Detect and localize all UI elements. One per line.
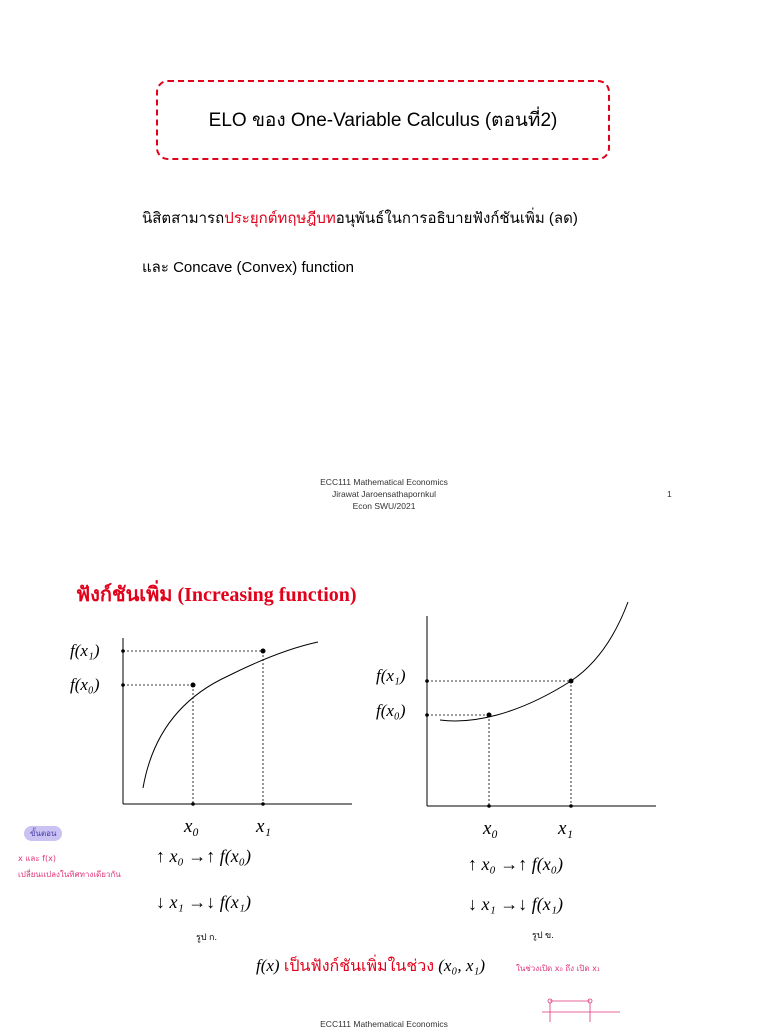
handwritten-tag: ขั้นตอน [24,826,62,841]
left-xlabel-x0: x₀ [184,816,200,837]
right-tick-fx1 [425,679,429,683]
objective-text-pre: นิสิตสามารถ [142,210,225,227]
slide-footer [0,476,768,512]
right-ylabel-fx0: f(x₀) [376,701,406,720]
left-ylabel-fx1: f(x₁) [70,641,100,660]
left-ylabel-fx0: f(x₀) [70,675,100,694]
right-ylabel-fx1: f(x₁) [376,666,406,685]
slide-title-box [156,80,610,160]
left-tick-x1 [261,802,265,806]
left-graph [60,618,360,848]
bottom-fx: f(x) [256,956,280,975]
right-xlabel-x1: x₁ [558,818,574,839]
bottom-interval: (x₀, x₁) [438,956,485,975]
handwritten-note-right: ในช่วงเปิด x₀ ถึง เปิด x₁ [516,964,601,973]
right-curve [440,602,628,721]
right-caption: รูป ข. [532,930,554,940]
slide-2-title: ฟังก์ชันเพิ่ม (Increasing function) [76,584,357,606]
right-xlabel-x0: x₀ [483,818,499,839]
right-tick-fx0 [425,713,429,717]
objective-text-post: อนุพันธ์ในการอธิบายฟังก์ชันเพิ่ม (ลด) [335,210,578,227]
handwritten-note-2: เปลี่ยนแปลงในทิศทางเดียวกัน [18,870,121,879]
footer-course: ECC111 Mathematical Economics [320,477,448,487]
footer-dept: Econ SWU/2021 [352,501,416,511]
left-point-x1 [261,649,266,654]
slide-2 [0,548,768,1029]
objective-highlight: ประยุกต์ทฤษฎีบท [224,210,336,227]
slide-title: ELO ของ One-Variable Calculus (ตอนที่2) [208,110,558,131]
left-rule-1: ↑ x₀ →↑ f(x₀) [156,846,251,866]
left-tick-fx1 [121,649,125,653]
right-point-x0 [487,713,492,718]
left-xlabel-x1: x₁ [256,816,272,837]
bottom-thai: เป็นฟังก์ชันเพิ่มในช่วง [283,958,434,975]
objective-line-2: และ Concave (Convex) function [142,259,355,276]
footer-author: Jirawat Jaroensathapornkul [332,489,436,499]
left-rules [150,834,320,924]
slide-2-footer: ECC111 Mathematical Economics [320,1019,448,1029]
right-graph [366,588,666,850]
left-caption: รูป ก. [196,932,217,942]
right-rules [462,838,632,928]
right-point-x1 [569,679,574,684]
bottom-statement [256,954,485,979]
right-tick-x0 [487,804,491,808]
left-tick-x0 [191,802,195,806]
left-point-x0 [191,683,196,688]
right-tick-x1 [569,804,573,808]
handwritten-note-1: x และ f(x) [18,854,56,863]
objective-line-1 [142,206,578,230]
left-rule-2: ↓ x₁ →↓ f(x₁) [156,892,251,912]
left-curve [143,642,318,788]
right-rule-2: ↓ x₁ →↓ f(x₁) [468,894,563,914]
page-number: 1 [667,489,672,499]
right-rule-1: ↑ x₀ →↑ f(x₀) [468,854,563,874]
left-tick-fx0 [121,683,125,687]
